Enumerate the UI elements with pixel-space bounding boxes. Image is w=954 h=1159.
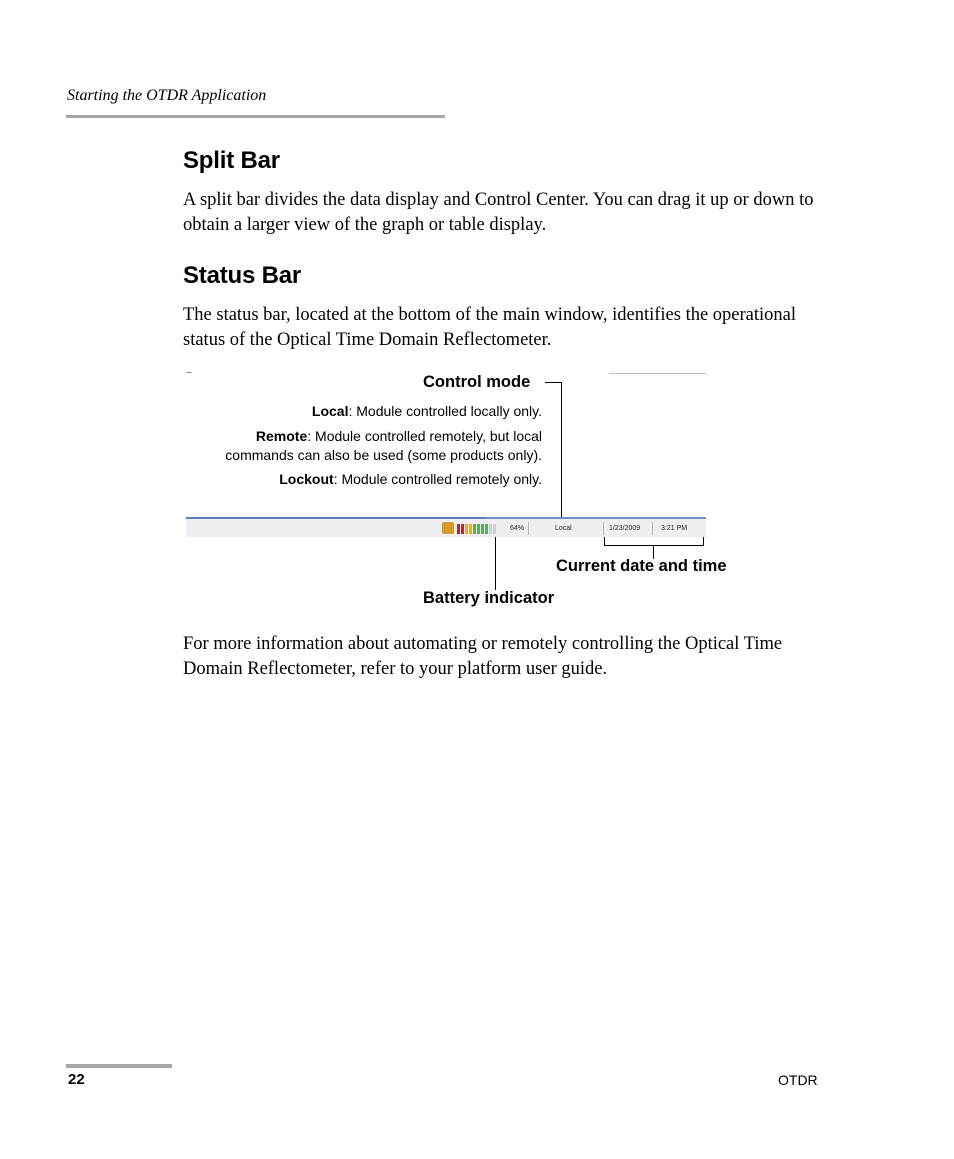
control-mode-leader-h: [545, 382, 562, 383]
control-mode-callout: Control mode: [423, 373, 531, 391]
status-time: 3:21 PM: [661, 525, 688, 532]
mode-remote-text: : Module controlled remotely, but local commands can also be used (some products only).: [225, 428, 542, 463]
battery-cell: [461, 524, 464, 534]
mode-local-name: Local: [311, 403, 349, 419]
figure-edge-mark: [609, 373, 706, 374]
control-mode-leader-v: [561, 382, 562, 517]
document-name: OTDR: [778, 1072, 818, 1088]
status-bar: [186, 517, 706, 537]
status-bar-paragraph: The status bar, located at the bottom of the main window, identifies the operational status of the Optical Time Domain Reflectometer.: [183, 305, 797, 350]
datetime-bracket-left: [604, 537, 605, 545]
status-separator: [652, 522, 653, 535]
running-header: Starting the OTDR Application: [67, 87, 267, 104]
battery-percent: 64%: [510, 525, 525, 532]
split-bar-heading: Split Bar: [183, 147, 280, 174]
module-status-icon: [442, 522, 454, 534]
mode-remote-desc: [192, 427, 542, 465]
battery-cell: [485, 524, 488, 534]
status-bar-heading: Status Bar: [183, 262, 302, 289]
status-separator: [603, 522, 604, 535]
split-bar-paragraph: A split bar divides the data display and Control Center. You can drag it up or down to obtain a larger view of the graph or table display.: [183, 190, 814, 235]
battery-cell: [473, 524, 476, 534]
mode-local-desc: [312, 402, 542, 421]
status-separator: [528, 522, 529, 535]
status-bar-accent: [186, 517, 486, 519]
battery-leader: [495, 537, 496, 590]
battery-cell: [489, 524, 492, 534]
closing-paragraph: For more information about automating or remotely controlling the Optical Time Domain Reflectometer, refer to your platform user guide.: [183, 634, 783, 679]
datetime-bracket-right: [703, 537, 704, 545]
datetime-callout: Current date and time: [556, 557, 727, 575]
battery-cell: [481, 524, 484, 534]
battery-cell: [457, 524, 460, 534]
page-number: 22: [68, 1071, 85, 1088]
footer-rule: [66, 1064, 172, 1068]
battery-cell: [477, 524, 480, 534]
figure-edge-mark: [186, 372, 192, 373]
mode-lockout-name: Lockout: [279, 471, 334, 487]
mode-lockout-desc: [279, 470, 542, 489]
battery-cell: [493, 524, 496, 534]
mode-remote-name: Remote: [255, 428, 308, 444]
mode-lockout-text: : Module controlled remotely only.: [333, 471, 542, 487]
datetime-bracket-bottom: [604, 545, 704, 546]
battery-cell: [465, 524, 468, 534]
mode-local-text: : Module controlled locally only.: [348, 403, 542, 419]
battery-callout: Battery indicator: [423, 589, 555, 607]
header-rule: [66, 115, 445, 118]
battery-cell: [469, 524, 472, 534]
status-date: 1/23/2009: [609, 525, 641, 532]
control-mode-status[interactable]: Local: [555, 525, 572, 532]
